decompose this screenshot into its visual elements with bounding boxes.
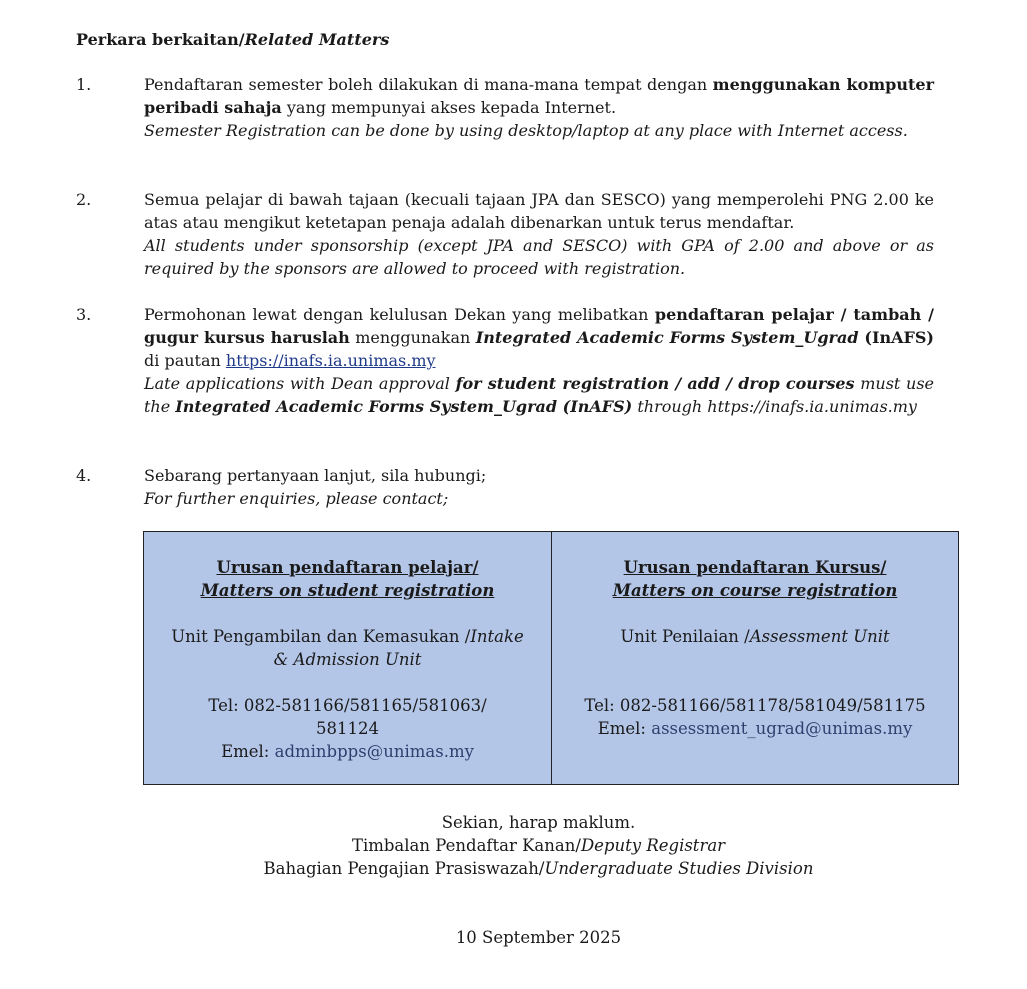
contact-unit — [552, 625, 958, 648]
contact-phone: Tel: 082-581166/581165/581063/ — [208, 696, 487, 715]
contact-email — [144, 740, 551, 763]
text-run: Late applications with Dean approval — [144, 374, 456, 393]
signatory-title-english: Deputy Registrar — [580, 836, 726, 855]
item-number: 2. — [76, 190, 92, 209]
contact-unit — [144, 625, 551, 648]
heading-malay: Perkara berkaitan/ — [76, 30, 245, 49]
contact-phone-cont: 581124 — [316, 719, 379, 738]
bold-run: menggunakan komputer peribadi sahaja — [144, 75, 935, 117]
spacer — [552, 648, 958, 671]
contact-title-malay: Urusan pendaftaran Kursus/ — [623, 558, 887, 577]
text-run: di pautan — [144, 351, 226, 370]
spacer — [552, 671, 958, 694]
spacer — [144, 671, 551, 694]
text-run: must use the — [144, 374, 934, 416]
system-name: Integrated Academic Forms System_Ugrad (InAFS) — [175, 397, 633, 416]
item-body — [144, 464, 934, 510]
section-heading — [76, 28, 389, 51]
contact-title-english: Matters on course registration — [612, 581, 898, 600]
bold-run: pendaftaran pelajar / tambah / gugur kursus haruslah — [144, 305, 935, 347]
contact-email — [552, 717, 958, 740]
item-number: 1. — [76, 75, 92, 94]
item-text-malay — [144, 303, 934, 372]
bold-run: for student registration / add / drop courses — [455, 374, 855, 393]
email-label: Emel: — [597, 719, 652, 738]
item-number: 4. — [76, 466, 92, 485]
system-name: Integrated Academic Forms System_Ugrad — [475, 328, 859, 347]
item-text-english: All students under sponsorship (except JPA and SESCO) with GPA of 2.00 and above or as required by the sponsors are allowed to proceed with registration. — [144, 236, 934, 278]
unit-malay: Unit Pengambilan dan Kemasukan / — [171, 627, 471, 646]
division-name-malay: Bahagian Pengajian Prasiswazah/ — [263, 859, 545, 878]
contact-cell-course-registration — [551, 532, 958, 784]
item-text-malay: Sebarang pertanyaan lanjut, sila hubungi; — [144, 466, 487, 485]
spacer — [552, 602, 958, 625]
system-abbr: (InAFS) — [858, 328, 934, 347]
item-number: 3. — [76, 305, 92, 324]
spacer — [144, 602, 551, 625]
item-body — [144, 73, 934, 142]
division-name — [0, 857, 1027, 880]
item-text-malay: Semua pelajar di bawah tajaan (kecuali tajaan JPA dan SESCO) yang memperolehi PNG 2.00 ke atas atau mengikut ketetapan penaja adalah dibenarkan untuk terus mendaftar. — [144, 190, 934, 232]
item-text-english: For further enquiries, please contact; — [144, 489, 449, 508]
text-run: yang mempunyai akses kepada Internet. — [281, 98, 617, 117]
unit-english: Assessment Unit — [749, 627, 890, 646]
contact-title-malay: Urusan pendaftaran pelajar/ — [216, 558, 479, 577]
signatory-title-malay: Timbalan Pendaftar Kanan/ — [351, 836, 581, 855]
unit-malay: Unit Penilaian / — [620, 627, 750, 646]
text-run: menggunakan — [349, 328, 476, 347]
unit-english-cont: & Admission Unit — [273, 650, 422, 669]
email-address[interactable]: adminbpps@unimas.my — [274, 742, 474, 761]
item-body — [144, 188, 934, 280]
contact-phone: Tel: 082-581166/581178/581049/581175 — [584, 696, 926, 715]
email-label: Emel: — [221, 742, 275, 761]
item-text-english: Semester Registration can be done by using desktop/laptop at any place with Internet access. — [144, 121, 908, 140]
heading-english: Related Matters — [244, 30, 390, 49]
item-text-english — [144, 372, 934, 418]
inafs-link[interactable]: https://inafs.ia.unimas.my — [225, 351, 436, 370]
email-address[interactable]: assessment_ugrad@unimas.my — [651, 719, 913, 738]
unit-english: Intake — [470, 627, 524, 646]
text-run: Pendaftaran semester boleh dilakukan di mana-mana tempat dengan — [144, 75, 713, 94]
text-run: Permohonan lewat dengan kelulusan Dekan yang melibatkan — [144, 305, 655, 324]
signatory-title — [0, 834, 1027, 857]
contact-cell-student-registration — [144, 532, 551, 784]
contact-table — [143, 531, 959, 785]
text-run: through https://inafs.ia.unimas.my — [632, 397, 917, 416]
item-body — [144, 303, 934, 418]
contact-title-english: Matters on student registration — [200, 581, 495, 600]
division-name-english: Undergraduate Studies Division — [544, 859, 814, 878]
closing-line: Sekian, harap maklum. — [441, 813, 636, 832]
item-text-malay — [144, 73, 934, 119]
document-date: 10 September 2025 — [455, 928, 622, 947]
